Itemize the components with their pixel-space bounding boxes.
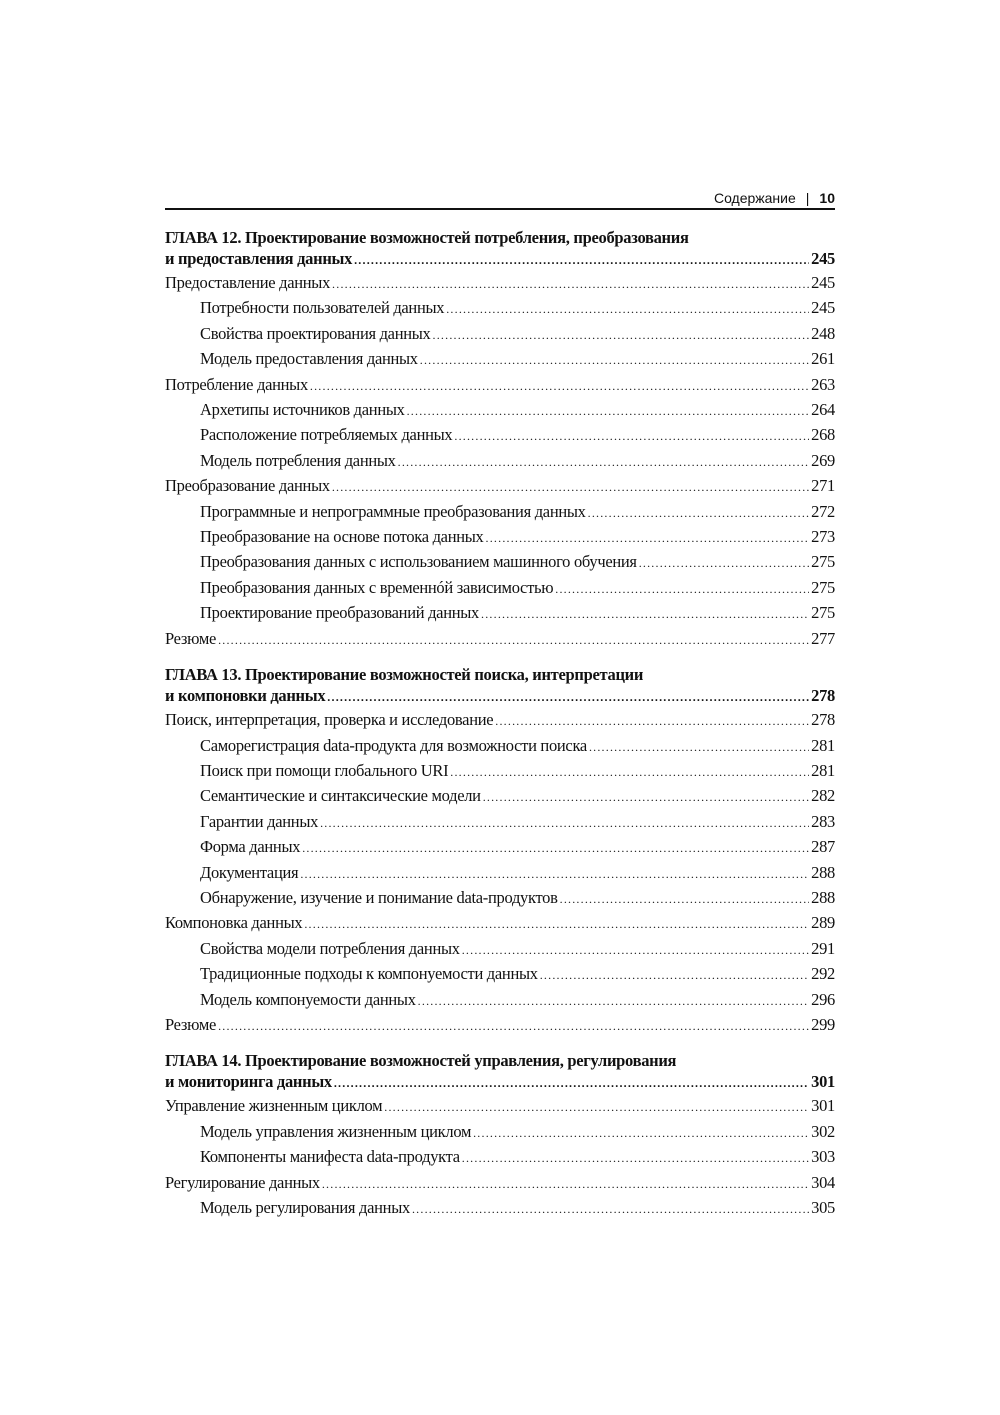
toc-entry (165, 449, 835, 474)
dot-leader (483, 785, 809, 809)
toc-entry-page: 272 (811, 501, 835, 521)
toc-entry-page: 282 (811, 786, 835, 806)
dot-leader (481, 602, 809, 626)
toc-entry-page: 275 (811, 603, 835, 623)
chapter-title-line-2: и предоставления данных (165, 249, 353, 268)
dot-leader (327, 687, 809, 708)
page-number: 10 (819, 190, 835, 206)
toc-entry-page: 304 (811, 1172, 835, 1192)
toc-entry-label: Поиск при помощи глобального URI (200, 760, 449, 780)
toc-entry-label: Потребление данных (165, 374, 308, 394)
dot-leader (540, 963, 809, 987)
chapter-title-line: ГЛАВА 14. Проектирование возможностей управления, регулирования (165, 1051, 677, 1071)
toc-entry-page: 288 (811, 862, 835, 882)
toc-entry-label: Преобразование на основе потока данных (200, 527, 484, 547)
toc-entry-label: Саморегистрация data-продукта для возможности поиска (200, 735, 587, 755)
toc-entry-page: 301 (811, 1096, 835, 1116)
toc-entry-label: Семантические и синтаксические модели (200, 786, 481, 806)
toc-entry-page: 245 (811, 298, 835, 318)
toc-entry-page: 291 (811, 938, 835, 958)
dot-leader (332, 475, 809, 499)
chapter-title-line (165, 685, 835, 708)
chapter-block (165, 1050, 835, 1221)
toc-entry-label: Поиск, интерпретация, проверка и исследование (165, 710, 494, 730)
chapter-title-line (165, 248, 835, 271)
dot-leader (418, 989, 809, 1013)
toc-entry (165, 734, 835, 759)
toc-entry (165, 861, 835, 886)
toc-entry (165, 474, 835, 499)
dot-leader (454, 424, 809, 448)
toc-entry-label: Компоненты манифеста data-продукта (200, 1147, 460, 1167)
toc-entry (165, 550, 835, 575)
dot-leader (302, 836, 809, 860)
toc-entry-page: 245 (811, 273, 835, 292)
section-title: Содержание (713, 190, 796, 206)
toc-entry-label: Традиционные подходы к компонуемости данных (200, 964, 538, 984)
toc-entry (165, 525, 835, 550)
toc-entry-page: 264 (811, 400, 835, 420)
chapter-block (165, 664, 835, 1038)
toc-entry-label: Расположение потребляемых данных (200, 425, 453, 445)
toc-entry-label: Форма данных (200, 837, 301, 857)
toc-entry (165, 759, 835, 784)
toc-entry-label: Модель компонуемости данных (200, 989, 416, 1009)
chapter-title-line-2: и компоновки данных (165, 686, 326, 706)
toc-entry-page: 269 (811, 450, 835, 470)
toc-entry-label: Предоставление данных (165, 273, 331, 292)
dot-leader (473, 1121, 809, 1145)
toc-entry (165, 398, 835, 423)
dot-leader (589, 735, 809, 759)
dot-leader (320, 811, 809, 835)
toc-entry (165, 1013, 835, 1038)
toc-entry (165, 296, 835, 321)
toc-entry-page: 296 (811, 989, 835, 1009)
toc-entry (165, 271, 835, 296)
toc-entry (165, 835, 835, 860)
toc-entry-label: Преобразования данных с использованием машинного обучения (200, 552, 637, 572)
dot-leader (639, 551, 809, 575)
chapter-title-line-2: и мониторинга данных (165, 1072, 332, 1092)
toc-entry-label: Проектирование преобразований данных (200, 603, 480, 623)
toc-entry-page: 263 (811, 374, 835, 394)
chapter-title-line (165, 1071, 835, 1094)
toc-entry (165, 937, 835, 962)
toc-entry-label: Потребности пользователей данных (200, 298, 445, 318)
toc-entry (165, 1145, 835, 1170)
dot-leader (412, 1197, 809, 1221)
toc-entry-label: Преобразование данных (165, 476, 330, 496)
dot-leader (420, 348, 809, 372)
toc-entry-label: Преобразования данных с временнóй зависимостью (200, 577, 554, 597)
toc-entry-label: Резюме (165, 1014, 217, 1034)
toc-entry (165, 500, 835, 525)
toc-entry-page: 305 (811, 1198, 835, 1217)
toc-entry-page: 268 (811, 425, 835, 445)
toc-entry-page: 287 (811, 837, 835, 857)
chapter-page-number: 301 (811, 1072, 835, 1092)
toc-entry-label: Регулирование данных (165, 1172, 320, 1192)
dot-leader (588, 501, 810, 525)
toc-entry (165, 347, 835, 372)
toc-entry-page: 288 (811, 887, 835, 907)
toc-entry-label: Компоновка данных (165, 913, 303, 933)
toc-entry-page: 271 (811, 476, 835, 496)
dot-leader (486, 526, 810, 550)
running-header (165, 188, 835, 210)
toc-entry-label: Модель регулирования данных (200, 1198, 410, 1217)
toc-entry-page: 281 (811, 735, 835, 755)
toc-entry-page: 289 (811, 913, 835, 933)
dot-leader (384, 1095, 809, 1119)
header-separator: | (805, 190, 810, 206)
toc-entry (165, 322, 835, 347)
toc-entry (165, 1171, 835, 1196)
toc-entry (165, 988, 835, 1013)
toc-entry (165, 601, 835, 626)
toc-entry (165, 784, 835, 809)
toc-entry (165, 627, 835, 652)
toc-entry (165, 1094, 835, 1119)
toc-entry-label: Гарантии данных (200, 811, 319, 831)
toc-entry-page: 275 (811, 552, 835, 572)
dot-leader (310, 374, 809, 398)
toc-entry-page: 273 (811, 527, 835, 547)
dot-leader (332, 272, 809, 296)
dot-leader (300, 862, 809, 886)
dot-leader (450, 760, 809, 784)
dot-leader (446, 297, 809, 321)
toc-entry (165, 962, 835, 987)
chapter-title (165, 227, 835, 271)
toc-entry-page: 303 (811, 1147, 835, 1167)
dot-leader (560, 887, 810, 911)
dot-leader (354, 250, 809, 271)
toc-entry-page: 275 (811, 577, 835, 597)
toc-entry-page: 302 (811, 1121, 835, 1141)
toc-entry (165, 810, 835, 835)
dot-leader (398, 450, 810, 474)
chapter-block (165, 227, 835, 652)
toc-entry-page: 278 (811, 710, 835, 730)
chapter-title-line: ГЛАВА 12. Проектирование возможностей потребления, преобразования (165, 228, 689, 247)
toc-entry-page: 283 (811, 811, 835, 831)
toc-entry-label: Модель потребления данных (200, 450, 396, 470)
dot-leader (218, 628, 809, 652)
dot-leader (433, 323, 810, 347)
dot-leader (495, 709, 809, 733)
chapter-title-line: ГЛАВА 13. Проектирование возможностей поиска, интерпретации (165, 665, 644, 685)
toc-entry (165, 1120, 835, 1145)
toc-entry-label: Программные и непрограммные преобразования данных (200, 501, 586, 521)
toc-entry (165, 373, 835, 398)
toc-entry-label: Архетипы источников данных (200, 400, 405, 420)
dot-leader (555, 577, 809, 601)
toc-entry-label: Резюме (165, 628, 217, 648)
chapter-page-number: 278 (811, 686, 835, 706)
toc-entry-page: 248 (811, 323, 835, 343)
toc-entry-label: Свойства проектирования данных (200, 323, 431, 343)
table-of-contents (165, 227, 835, 1221)
toc-entry-label: Документация (200, 862, 299, 882)
toc-entry (165, 423, 835, 448)
toc-entry-page: 261 (811, 349, 835, 369)
dot-leader (462, 938, 809, 962)
toc-entry-label: Свойства модели потребления данных (200, 938, 460, 958)
dot-leader (304, 912, 809, 936)
toc-entry-label: Управление жизненным циклом (165, 1096, 383, 1116)
toc-entry-label: Обнаружение, изучение и понимание data-продуктов (200, 887, 558, 907)
chapter-page-number: 245 (811, 249, 835, 268)
chapter-title (165, 1050, 835, 1094)
dot-leader (462, 1146, 809, 1170)
toc-entry-label: Модель предоставления данных (200, 349, 418, 369)
toc-entry (165, 576, 835, 601)
toc-entry (165, 708, 835, 733)
toc-entry-page: 281 (811, 760, 835, 780)
toc-entry-page: 299 (811, 1014, 835, 1034)
toc-entry-page: 292 (811, 964, 835, 984)
toc-entry (165, 911, 835, 936)
toc-entry-page: 277 (811, 628, 835, 648)
dot-leader (407, 399, 810, 423)
dot-leader (334, 1073, 809, 1094)
toc-entry (165, 1196, 835, 1221)
dot-leader (322, 1172, 809, 1196)
toc-entry (165, 886, 835, 911)
toc-entry-label: Модель управления жизненным циклом (200, 1121, 472, 1141)
chapter-title (165, 664, 835, 708)
dot-leader (218, 1014, 809, 1038)
